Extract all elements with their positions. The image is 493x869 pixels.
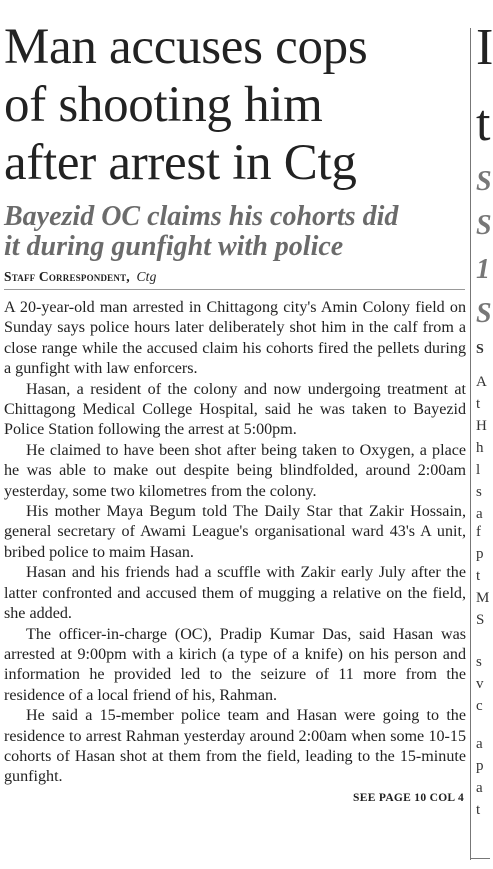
fragment-text: t [476, 396, 481, 412]
article-body [4, 298, 466, 788]
paragraph: A 20-year-old man arrested in Chittagong city's Amin Colony field on Sunday says police hours later deliberately shot him in the calf from a close range while the accused claim his cohorts fired the pellets during a gunfight with law enforcers. [4, 299, 466, 378]
fragment-text: M [476, 590, 490, 606]
continuation-note: SEE PAGE 10 COL 4 [353, 791, 464, 804]
fragment-text: a [476, 780, 483, 796]
fragment-text: s [476, 484, 482, 500]
fragment-text: s [476, 654, 482, 670]
fragment-text: S [476, 210, 492, 241]
fragment-text: S [476, 342, 484, 357]
fragment-text: A [476, 374, 487, 390]
byline-location: Ctg [136, 269, 157, 284]
headline-line: Man accuses cops [4, 19, 368, 75]
fragment-text: a [476, 506, 483, 522]
adjacent-column-fragment [476, 0, 493, 869]
fragment-text: h [476, 440, 484, 456]
fragment-text: S [476, 166, 492, 197]
fragment-text: t [476, 568, 481, 584]
headline [4, 18, 466, 192]
headline-line: of shooting him [4, 77, 323, 133]
fragment-text: c [476, 698, 483, 714]
subheadline-line: it during gunfight with police [4, 231, 344, 262]
fragment-text: p [476, 546, 484, 562]
paragraph: Hasan and his friends had a scuffle with Zakir early July after the latter confronted and accused them of mugging a relative on the field, she added. [4, 564, 466, 623]
fragment-text: p [476, 758, 484, 774]
paragraph: The officer-in-charge (OC), Pradip Kumar Das, said Hasan was arrested at 9:00pm with a kirich (a type of a knife) on his person and information he provided led to the seizure of 11 more from the residence of a local friend of his, Rahman. [4, 625, 466, 704]
fragment-text: f [476, 524, 481, 540]
fragment-text: l [476, 462, 481, 478]
fragment-text: v [476, 676, 484, 692]
byline-author: Staff Correspondent, [4, 269, 130, 284]
subheadline [4, 202, 466, 262]
fragment-text: H [476, 418, 487, 434]
paragraph: He claimed to have been shot after being taken to Oxygen, a place he was able to make out despite being blindfolded, around 2:00am yesterday, some two kilometres from the colony. [4, 441, 466, 500]
article [4, 0, 466, 804]
fragment-text: S [476, 298, 492, 329]
paragraph: His mother Maya Begum told The Daily Star that Zakir Hossain, general secretary of Awami League's organisational ward 43's A unit, bribed police to maim Hasan. [4, 503, 466, 561]
headline-line: after arrest in Ctg [4, 135, 357, 191]
fragment-text: I [476, 19, 493, 76]
fragment-text: S [476, 612, 485, 628]
fragment-text: t [476, 802, 481, 818]
fragment-text: a [476, 736, 483, 752]
paragraph: Hasan, a resident of the colony and now undergoing treatment at Chittagong Medical College Hospital, said he was taken to Bayezid Police Station following the arrest at 5:00pm. [4, 380, 466, 439]
subheadline-line: Bayezid OC claims his cohorts did [4, 201, 399, 232]
fragment-text: 1 [476, 254, 490, 285]
fragment-text: t [476, 95, 491, 152]
paragraph: He said a 15-member police team and Hasan were going to the residence to arrest Rahman yesterday around 2:00am when some 10-15 cohorts of Hasan shot at them from the field, leading to the 15-minute gunfight. [4, 707, 466, 786]
column-divider [470, 28, 471, 860]
byline [4, 269, 465, 290]
